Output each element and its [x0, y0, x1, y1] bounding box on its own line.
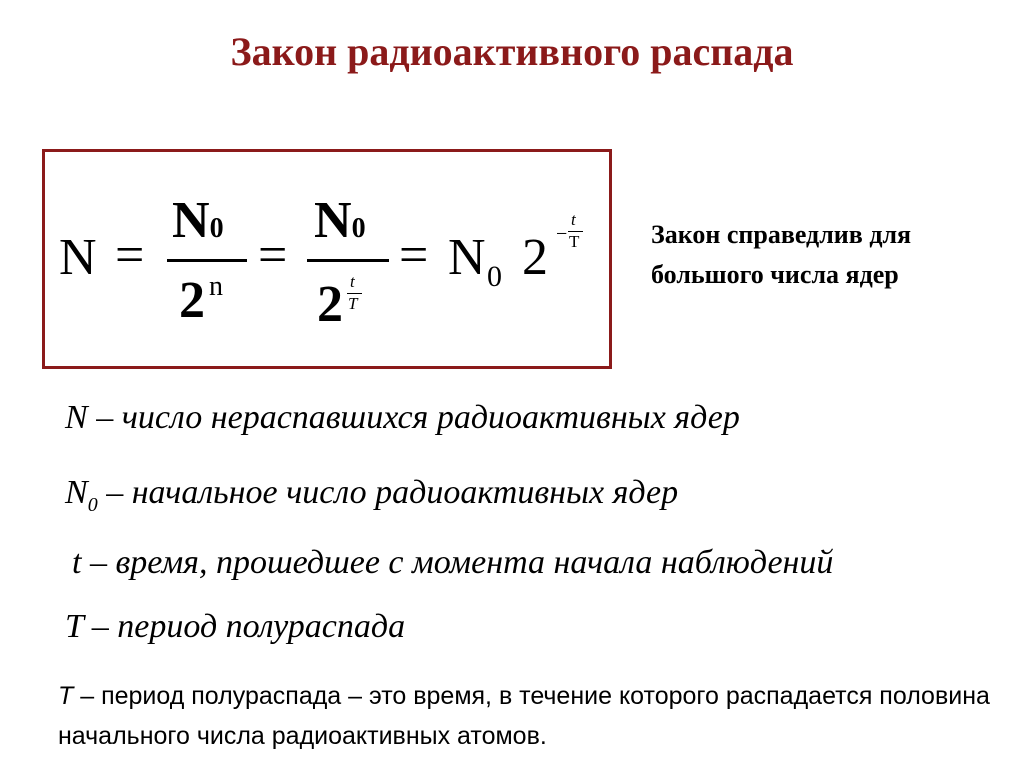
formula-base-two: 2: [522, 229, 548, 286]
definition-n-symbol: N: [65, 399, 88, 436]
half-life-text: – период полураспада – это время, в течение которого распадается половина начального числа радиоактивных атомов.: [58, 682, 990, 750]
formula-equals-1: =: [115, 227, 145, 284]
frac1-denominator: 2: [179, 272, 205, 329]
definition-T-text: – период полураспада: [91, 608, 406, 645]
frac2-exp-T: T: [348, 294, 358, 313]
definition-n0-symbol: N: [65, 474, 88, 511]
formula-exp-T: T: [569, 232, 580, 251]
half-life-definition: [58, 676, 1018, 756]
frac1-numerator: N0: [172, 192, 224, 249]
definition-n-text: – число нераспавшихся радиоактивных ядер: [96, 399, 740, 436]
definition-n0-text: – начальное число радиоактивных ядер: [106, 474, 679, 511]
frac2-exp-t: t: [350, 272, 355, 291]
law-note: Закон справедлив для большого числа ядер: [651, 220, 912, 289]
definition-t-symbol: t: [72, 544, 82, 581]
formula-lhs: N: [59, 229, 97, 286]
frac1-line: [167, 259, 247, 262]
formula-equals-3: =: [399, 227, 429, 284]
formula-exp-t: t: [571, 210, 576, 229]
frac2-numerator: N0: [314, 192, 366, 249]
formula-exp-minus: −: [556, 223, 568, 245]
frac1-exponent: n: [209, 271, 223, 302]
frac2-denominator: 2: [317, 276, 343, 333]
definition-n0: [65, 476, 678, 515]
definition-n0-subscript: 0: [87, 493, 98, 516]
definition-t-text: – время, прошедшее с момента начала наблюдений: [89, 544, 834, 581]
definition-T-symbol: T: [65, 608, 84, 645]
frac2-line: [307, 259, 389, 262]
definition-T: [65, 610, 405, 644]
formula-n0-subscript: 0: [487, 260, 502, 293]
half-life-symbol: T: [58, 682, 74, 710]
definition-t: [72, 546, 833, 580]
formula-n0-symbol: N: [448, 229, 486, 286]
page-title: Закон радиоактивного распада: [230, 29, 794, 74]
formula-equals-2: =: [258, 227, 288, 284]
formula-box: [42, 149, 612, 369]
definition-n: [65, 401, 740, 435]
